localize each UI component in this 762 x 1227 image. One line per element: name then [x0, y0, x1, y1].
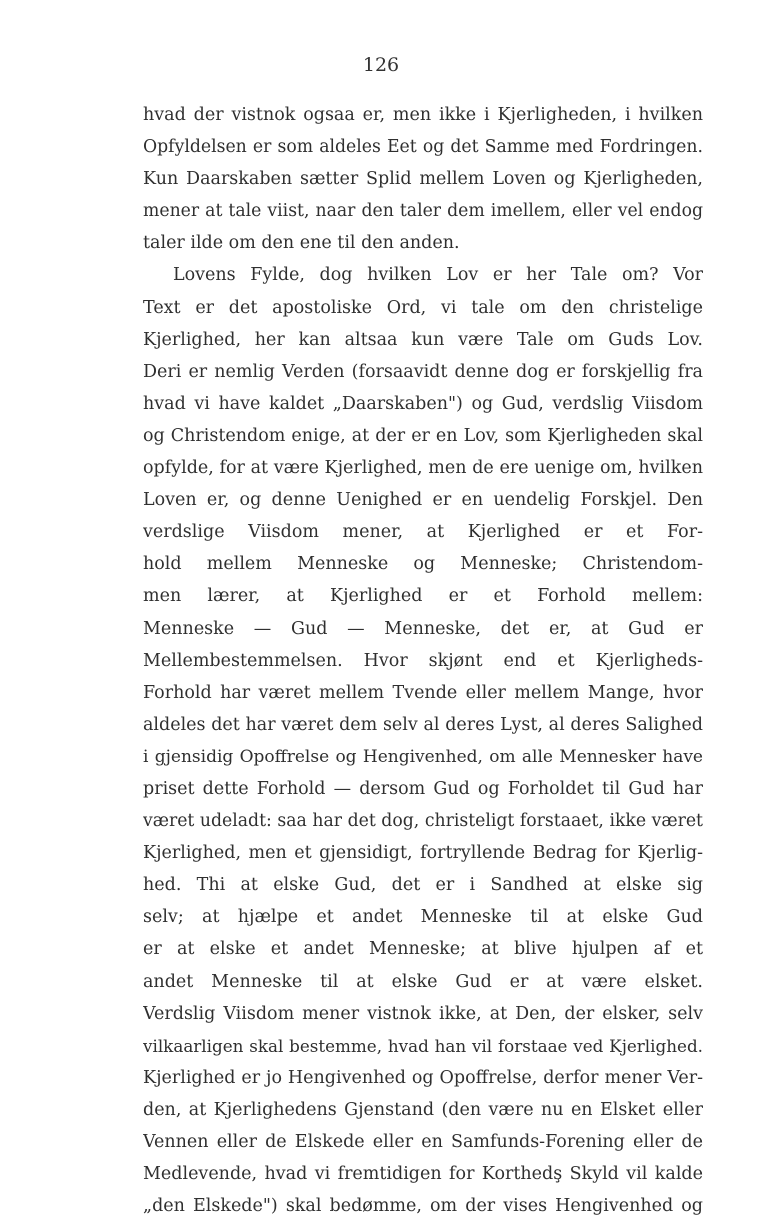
- text-line: Medlevende, hvad vi fremtidigen for Korthedş Skyld vil kalde: [143, 1164, 703, 1185]
- text-line: Kjerlighed, men et gjensidigt, fortryllende Bedrag for Kjerlig-: [143, 843, 703, 864]
- text-line: hed. Thi at elske Gud, det er i Sandhed at elske sig: [143, 875, 703, 896]
- text-line: verdslige Viisdom mener, at Kjerlighed er et For-: [143, 522, 703, 543]
- text-line: Vennen eller de Elskede eller en Samfunds-Forening eller de: [143, 1132, 703, 1152]
- text-line: aldeles det har været dem selv al deres Lyst, al deres Salighed: [143, 714, 703, 735]
- text-line: opfylde, for at være Kjerlighed, men de ere uenige om, hvilken: [143, 458, 703, 479]
- text-line: Kjerlighed er jo Hengivenhed og Opoffrelse, derfor mener Ver-: [143, 1067, 703, 1088]
- page-number: 126: [362, 54, 400, 76]
- text-line: Kun Daarskaben sætter Splid mellem Loven og Kjerligheden,: [143, 169, 703, 190]
- text-line: Deri er nemlig Verden (forsaavidt denne dog er forskjellig fra: [143, 361, 703, 382]
- text-line: „den Elskede") skal bedømme, om der vises Hengivenhed og: [143, 1196, 703, 1217]
- body-text: [143, 99, 703, 1222]
- text-line: selv; at hjælpe et andet Menneske til at elske Gud: [143, 907, 703, 928]
- text-line: Kjerlighed, her kan altsaa kun være Tale om Guds Lov.: [143, 329, 703, 350]
- text-line: Loven er, og denne Uenighed er en uendelig Forskjel. Den: [143, 490, 703, 511]
- text-line: hold mellem Menneske og Menneske; Christendom-: [143, 554, 703, 575]
- text-line: priset dette Forhold — dersom Gud og Forholdet til Gud har: [143, 778, 703, 799]
- text-line: den, at Kjerlighedens Gjenstand (den være nu en Elsket eller: [143, 1099, 703, 1120]
- text-line: Opfyldelsen er som aldeles Eet og det Samme med Fordringen.: [143, 137, 703, 158]
- text-line: Verdslig Viisdom mener vistnok ikke, at Den, der elsker, selv: [143, 1003, 703, 1024]
- text-line: Lovens Fylde, dog hvilken Lov er her Tale om? Vor: [173, 265, 703, 286]
- text-line: hvad der vistnok ogsaa er, men ikke i Kjerligheden, i hvilken: [143, 105, 703, 125]
- text-line: men lærer, at Kjerlighed er et Forhold mellem:: [143, 586, 703, 607]
- text-line: er at elske et andet Menneske; at blive hjulpen af et: [143, 939, 703, 960]
- text-line: vilkaarligen skal bestemme, hvad han vil forstaae ved Kjerlighed.: [143, 1035, 703, 1056]
- text-line: hvad vi have kaldet „Daarskaben") og Gud, verdslig Viisdom: [143, 393, 703, 414]
- text-line: mener at tale viist, naar den taler dem imellem, eller vel endog: [143, 201, 703, 222]
- text-line: Mellembestemmelsen. Hvor skjønt end et Kjerligheds-: [143, 650, 703, 671]
- text-line: Forhold har været mellem Tvende eller mellem Mange, hvor: [143, 682, 703, 703]
- text-line: taler ilde om den ene til den anden.: [143, 233, 460, 254]
- text-line: Menneske — Gud — Menneske, det er, at Gud er: [143, 618, 703, 639]
- text-line: i gjensidig Opoffrelse og Hengivenhed, om alle Mennesker have: [143, 746, 703, 767]
- text-line: Text er det apostoliske Ord, vi tale om den christelige: [143, 297, 703, 318]
- text-line: andet Menneske til at elske Gud er at være elsket.: [143, 971, 703, 992]
- text-line: været udeladt: saa har det dog, christeligt forstaaet, ikke været: [143, 811, 703, 832]
- text-line: og Christendom enige, at der er en Lov, som Kjerligheden skal: [143, 425, 703, 446]
